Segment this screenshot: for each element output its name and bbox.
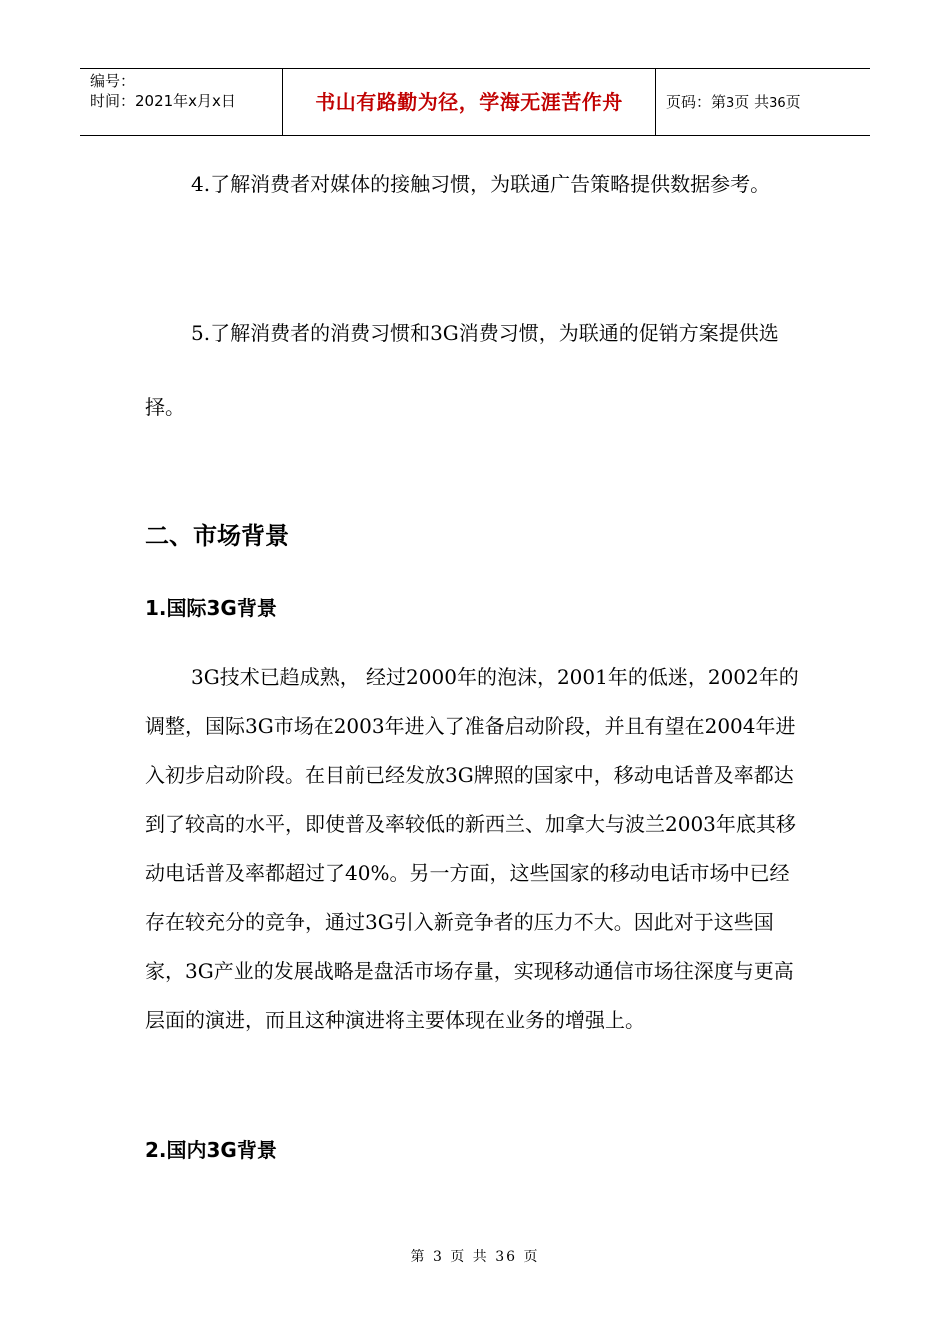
- page-footer: 第 3 页 共 36 页: [410, 1249, 540, 1265]
- header-page-info: [656, 69, 870, 135]
- page-suffix: 页: [785, 93, 801, 111]
- page-prefix: 页码：第: [666, 93, 727, 111]
- date-label: 时间：2021年x月x日: [90, 92, 236, 110]
- section-title: 二、市场背景: [145, 522, 289, 550]
- page-header: [80, 68, 870, 136]
- page-number: 3: [726, 96, 735, 111]
- paragraph-item-4: 4.了解消费者对媒体的接触习惯，为联通广告策略提供数据参考。: [191, 172, 771, 196]
- subsection-title-international: 1.国际3G背景: [145, 596, 277, 620]
- paragraph-item-5: 5.了解消费者的消费习惯和3G消费习惯，为联通的促销方案提供选择。: [145, 321, 779, 419]
- header-meta: [80, 69, 282, 135]
- header-motto: 书山有路勤为径，学海无涯苦作舟: [282, 69, 656, 135]
- paragraph-international-3g: 3G技术已趋成熟， 经过2000年的泡沫，2001年的低迷，2002年的调整，国际3G市场在2003年进入了准备启动阶段，并且有望在2004年进入初步启动阶段。在目前已经发放3G牌照的国家中，移动电话普及率都达到了较高的水平，即使普及率较低的新西兰、加拿大与波兰2003年底其移动电话普及率都超过了40%。另一方面，这些国家的移动电话市场中已经存在较充分的竞争，通过3G引入新竞争者的压力不大。因此对于这些国家，3G产业的发展战略是盘活市场存量，实现移动通信市场往深度与更高层面的演进，而且这种演进将主要体现在业务的增强上。: [145, 665, 799, 1032]
- page-total: 36: [769, 96, 786, 111]
- subsection-title-domestic: 2.国内3G背景: [145, 1138, 277, 1162]
- serial-label: 编号：: [90, 72, 136, 90]
- page-middle: 页 共: [734, 93, 770, 111]
